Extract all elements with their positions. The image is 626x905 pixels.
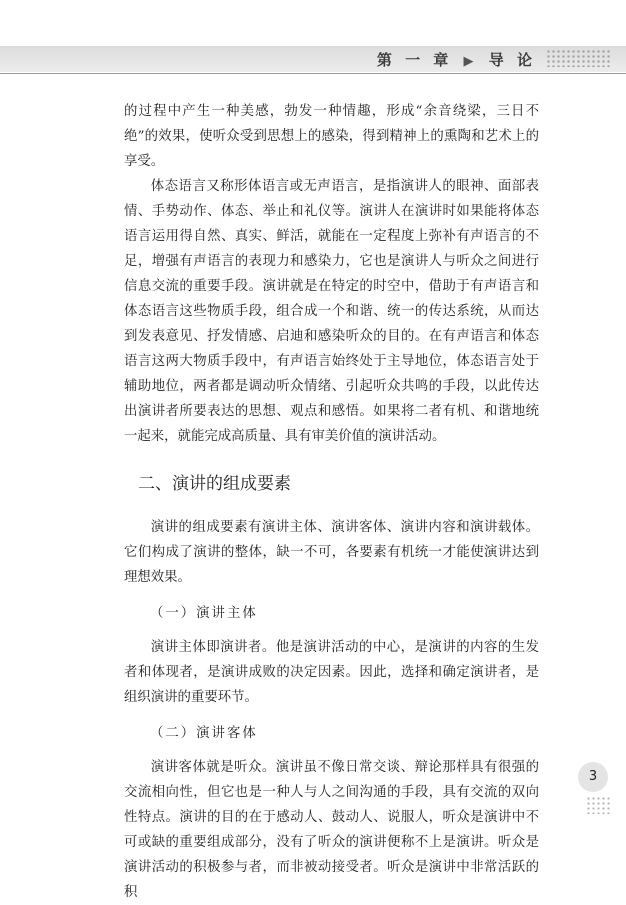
chapter-label: 第 一 章 (376, 51, 453, 69)
page-number: 3 (578, 762, 608, 792)
page-number-dot-decoration (586, 796, 612, 814)
paragraph-subject: 演讲主体即演讲者。他是演讲活动的中心，是演讲的内容的生发者和体现者，是演讲成败的决定因素。因此，选择和确定演讲者，是组织演讲的重要环节。 (124, 640, 539, 705)
running-header (377, 49, 536, 70)
subsection-heading-subject: （一）演讲主体 (150, 606, 258, 621)
subsection-heading-object: （二）演讲客体 (150, 726, 258, 741)
header-rule (0, 73, 626, 74)
triangle-arrow-icon: ▶ (463, 54, 478, 69)
paragraph-elements: 演讲的组成要素有演讲主体、演讲客体、演讲内容和演讲载体。它们构成了演讲的整体，缺一不可，各要素有机统一才能使演讲达到理想效果。 (124, 520, 539, 585)
paragraph-object: 演讲客体就是听众。演讲虽不像日常交谈、辩论那样具有很强的交流相向性，但它也是一种人与人之间沟通的手段，具有交流的双向性特点。演讲的目的在于感动人、鼓动人、说服人，听众是演讲中不可或缺的重要组成部分，没有了听众的演讲便称不上是演讲。听众是演讲活动的积极参与者，而非被动接受者。听众是演讲中非常活跃的积 (124, 760, 539, 900)
chapter-title: 导 论 (488, 51, 536, 69)
section-heading: 二、演讲的组成要素 (138, 474, 291, 494)
page-body (124, 99, 539, 905)
paragraph-continued: 的过程中产生一种美感，勃发一种情趣，形成“余音绕梁，三日不绝”的效果，使听众受到思想上的感染，得到精神上的熏陶和艺术上的享受。 (124, 104, 539, 169)
paragraph-body-language: 体态语言又称形体语言或无声语言，是指演讲人的眼神、面部表情、手势动作、体态、举止和礼仪等。演讲人在演讲时如果能将体态语言运用得自然、真实、鲜活，就能在一定程度上弥补有声语言的不足，增强有声语言的表现力和感染力，它也是演讲人与听众之间进行信息交流的重要手段。演讲就是在特定的时空中，借助于有声语言和体态语言这些物质手段，组合成一个和谐、统一的传达系统，从而达到发表意见、抒发情感、启迪和感染听众的目的。在有声语言和体态语言这两大物质手段中，有声语言始终处于主导地位，体态语言处于辅助地位，两者都是调动听众情绪、引起听众共鸣的手段，以此传达出演讲者所要表达的思想、观点和感悟。如果将二者有机、和谐地统一起来，就能完成高质量、具有审美价值的演讲活动。 (124, 179, 539, 444)
dot-pattern-decoration (546, 49, 610, 67)
